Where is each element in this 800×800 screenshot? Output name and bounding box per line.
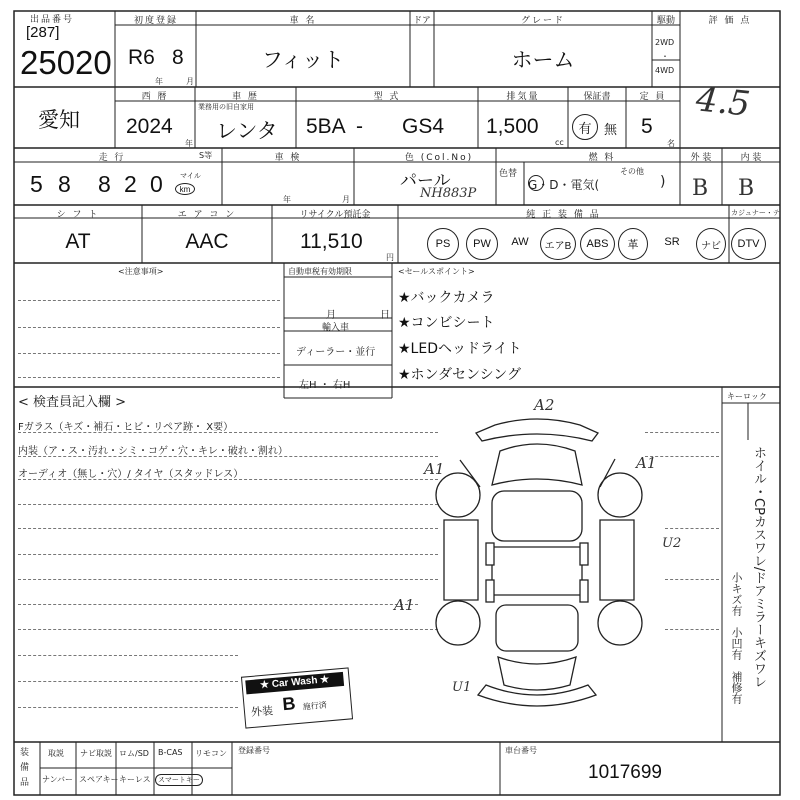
history-label: 車 歴 — [232, 92, 259, 102]
mileage-digit-1: 5 — [30, 171, 43, 197]
insp-month-unit: 月 — [342, 195, 350, 204]
dealer-label: ディーラー・並行 — [296, 347, 376, 358]
km-label: km — [175, 183, 195, 195]
inspector-title: < 検査員記入欄 > — [18, 395, 127, 410]
interior-label: 内 装 — [740, 153, 762, 163]
acc-rom-sd: ロム/SD — [119, 749, 149, 758]
car-name-label: 車 名 — [289, 16, 317, 26]
acc-remote: リモコン — [195, 749, 227, 758]
first-reg-label: 初度登録 — [133, 16, 178, 26]
score-value: 4.5 — [694, 79, 753, 125]
inspector-line — [18, 528, 438, 529]
lot-label: 出品番号 — [30, 15, 75, 25]
tax-month-unit: 月 — [326, 310, 336, 321]
acc-number: ナンバー — [42, 775, 74, 784]
insp-year-unit: 年 — [283, 195, 291, 204]
drive-4wd: 4WD — [655, 66, 675, 75]
first-reg-month: 8 — [172, 46, 184, 69]
keylock-label: キーロック — [727, 392, 767, 401]
recycle-label: リサイクル預託金 — [299, 210, 371, 220]
mileage-digit-2: 8 — [58, 171, 71, 197]
displacement-label: 排気量 — [506, 92, 540, 102]
capacity-label: 定 員 — [639, 92, 667, 102]
caution-label: <注意事項> — [118, 267, 164, 276]
equip-pw: PW — [466, 228, 498, 260]
exterior-label: 外 装 — [690, 153, 712, 163]
inspector-line-2: 内装（ア・ス・汚れ・シミ・コゲ・穴・キレ・破れ・割れ） — [18, 446, 288, 457]
acc-bcas: B-CAS — [158, 748, 183, 757]
shift: AT — [65, 230, 91, 253]
inspector-line — [18, 655, 238, 656]
note-line — [18, 327, 280, 328]
interior-grade: B — [738, 176, 755, 201]
fuel-label: 燃 料 — [588, 153, 616, 163]
sales-point-4: ★ホンダセンシング — [398, 367, 522, 383]
warranty-no: 無 — [604, 122, 618, 137]
color-label: 色 (Col.No) — [404, 153, 474, 163]
note-line — [18, 353, 280, 354]
fuel-other: その他 — [620, 167, 644, 176]
inspector-line-1: Fガラス（キズ・補石・ヒビ・リペア跡・ X要） — [18, 422, 234, 433]
recycle-unit: 円 — [386, 253, 394, 262]
damage-mark-a1-side: A1 — [394, 596, 415, 614]
score-label: 評 価 点 — [708, 16, 752, 26]
mileage-label: 走 行 — [98, 153, 126, 163]
inspector-line — [665, 528, 719, 529]
region: 愛知 — [38, 109, 80, 132]
mileage-digit-4: 2 — [124, 171, 137, 197]
lot-number: 25020 — [20, 44, 112, 81]
model-sep: - — [356, 115, 363, 138]
history: レンタ — [216, 120, 278, 143]
inspector-line-3: オーディオ（無し・穴）/ タイヤ（スタッドレス） — [18, 469, 244, 480]
reg-number-label: 登録番号 — [238, 746, 270, 755]
handle-label: 左H ・ 右H — [299, 380, 351, 391]
damage-mark-u1: U1 — [452, 680, 472, 695]
acc-smart-key: スマートキー — [155, 774, 203, 786]
inspector-line — [665, 629, 719, 630]
chassis-number: 1017699 — [588, 762, 662, 783]
equip-ps: PS — [427, 228, 459, 260]
s-label: S等 — [199, 151, 213, 160]
fuel-gas-circle — [528, 175, 544, 191]
sales-label: <セールスポイント> — [398, 267, 475, 276]
fuel-options: G・D・電気( — [528, 178, 600, 192]
model: GS4 — [402, 115, 445, 138]
warranty-label: 保証書 — [583, 92, 611, 102]
inspector-line — [18, 432, 438, 433]
lot-code: [287] — [26, 24, 60, 41]
grade-label: グレード — [520, 16, 565, 26]
displacement: 1,500 — [486, 115, 539, 138]
drive-dot: ・ — [661, 52, 669, 61]
inspector-line — [665, 579, 719, 580]
equipment-label: 純 正 装 備 品 — [526, 210, 601, 220]
equip-navi: ナビ — [696, 228, 726, 260]
door-label: ドア — [413, 16, 431, 26]
tax-day-unit: 日 — [380, 310, 390, 321]
acc-manual: 取説 — [48, 749, 64, 758]
damage-mark-a1-front-right: A1 — [636, 454, 657, 472]
side-note-1: ホイル・CPカスワレ/ドアミラーキズワレ — [751, 446, 766, 689]
inspection-label: 車 検 — [274, 153, 302, 163]
model-label: 型 式 — [373, 92, 401, 102]
note-line — [18, 377, 280, 378]
equip-dtv: DTV — [731, 228, 766, 260]
fuel-close: ) — [660, 174, 666, 190]
inspector-line — [18, 681, 238, 682]
inspector-line — [18, 504, 438, 505]
inspector-line — [18, 629, 438, 630]
sales-point-1: ★バックカメラ — [398, 290, 495, 306]
grade: ホーム — [511, 49, 575, 72]
aircon: AAC — [185, 230, 229, 253]
first-reg-year-unit: 年 — [155, 77, 163, 86]
equip-abs: ABS — [580, 228, 615, 260]
shift-label: シ フ ト — [56, 210, 100, 220]
inspector-line — [18, 456, 438, 457]
cc-unit: cc — [555, 138, 564, 147]
mileage-digit-5: 0 — [150, 171, 163, 197]
recycle-amount: 11,510 — [300, 230, 363, 253]
equip-airbag: エアB — [540, 228, 576, 260]
equip-aw: AW — [511, 236, 529, 248]
car-wash-grade: B — [281, 693, 297, 715]
tuner-label: カジュナー・テ — [731, 209, 780, 217]
warranty-yes: 有 — [572, 114, 598, 140]
damage-mark-u2: U2 — [662, 536, 682, 551]
inspector-line — [18, 479, 438, 480]
car-wash-stamp — [241, 667, 353, 728]
import-label: 輸入車 — [322, 323, 350, 333]
acc-spare-key: スペアキー — [79, 775, 119, 784]
drive-label: 駆動 — [656, 16, 675, 26]
color-code: NH883P — [420, 186, 477, 201]
first-reg-era: R6 — [128, 46, 155, 69]
inspector-line — [18, 579, 438, 580]
drive-2wd: 2WD — [655, 38, 675, 47]
chassis-label: 車台番号 — [505, 746, 537, 755]
car-wash-title: ★ Car Wash ★ — [245, 672, 344, 694]
damage-mark-a2: A2 — [534, 396, 555, 414]
side-note-2: 小キズ有 小凹有 補修有 — [730, 572, 743, 704]
car-wash-sub: 施行済 — [302, 700, 328, 712]
inspector-line — [18, 554, 438, 555]
year-label: 西 暦 — [141, 92, 169, 102]
first-reg-month-unit: 月 — [186, 77, 194, 86]
capacity-unit: 名 — [667, 139, 675, 148]
color: パール — [400, 171, 451, 190]
mile-label: マイル — [180, 172, 201, 180]
equip-sr: SR — [664, 236, 680, 248]
year: 2024 — [126, 115, 173, 138]
model-prefix: 5BA — [306, 115, 346, 138]
inspector-line — [18, 604, 418, 605]
car-wash-label: 外装 — [250, 704, 274, 720]
sales-point-3: ★LEDヘッドライト — [398, 341, 522, 357]
history-sub: 業務用の旧自家用 — [198, 103, 254, 111]
car-name: フィット — [261, 49, 345, 72]
year-unit: 年 — [185, 139, 193, 148]
mileage-digit-3: 8 — [98, 171, 111, 197]
capacity: 5 — [641, 115, 653, 138]
inspector-line — [18, 707, 238, 708]
damage-mark-a1-front-left: A1 — [424, 460, 445, 478]
aircon-label: エ ア コ ン — [177, 210, 237, 220]
color-change-label: 色替 — [499, 169, 518, 179]
equip-leather: 革 — [618, 228, 648, 260]
accessories-label: 装備品 — [20, 748, 30, 788]
acc-navi-manual: ナビ取説 — [80, 749, 112, 758]
acc-keyless: キーレス — [119, 775, 151, 784]
inspector-line — [645, 432, 719, 433]
note-line — [18, 300, 280, 301]
sales-point-2: ★コンビシート — [398, 315, 495, 331]
tax-expiry-label: 自動車税有効期限 — [288, 267, 352, 276]
exterior-grade: B — [692, 176, 709, 201]
